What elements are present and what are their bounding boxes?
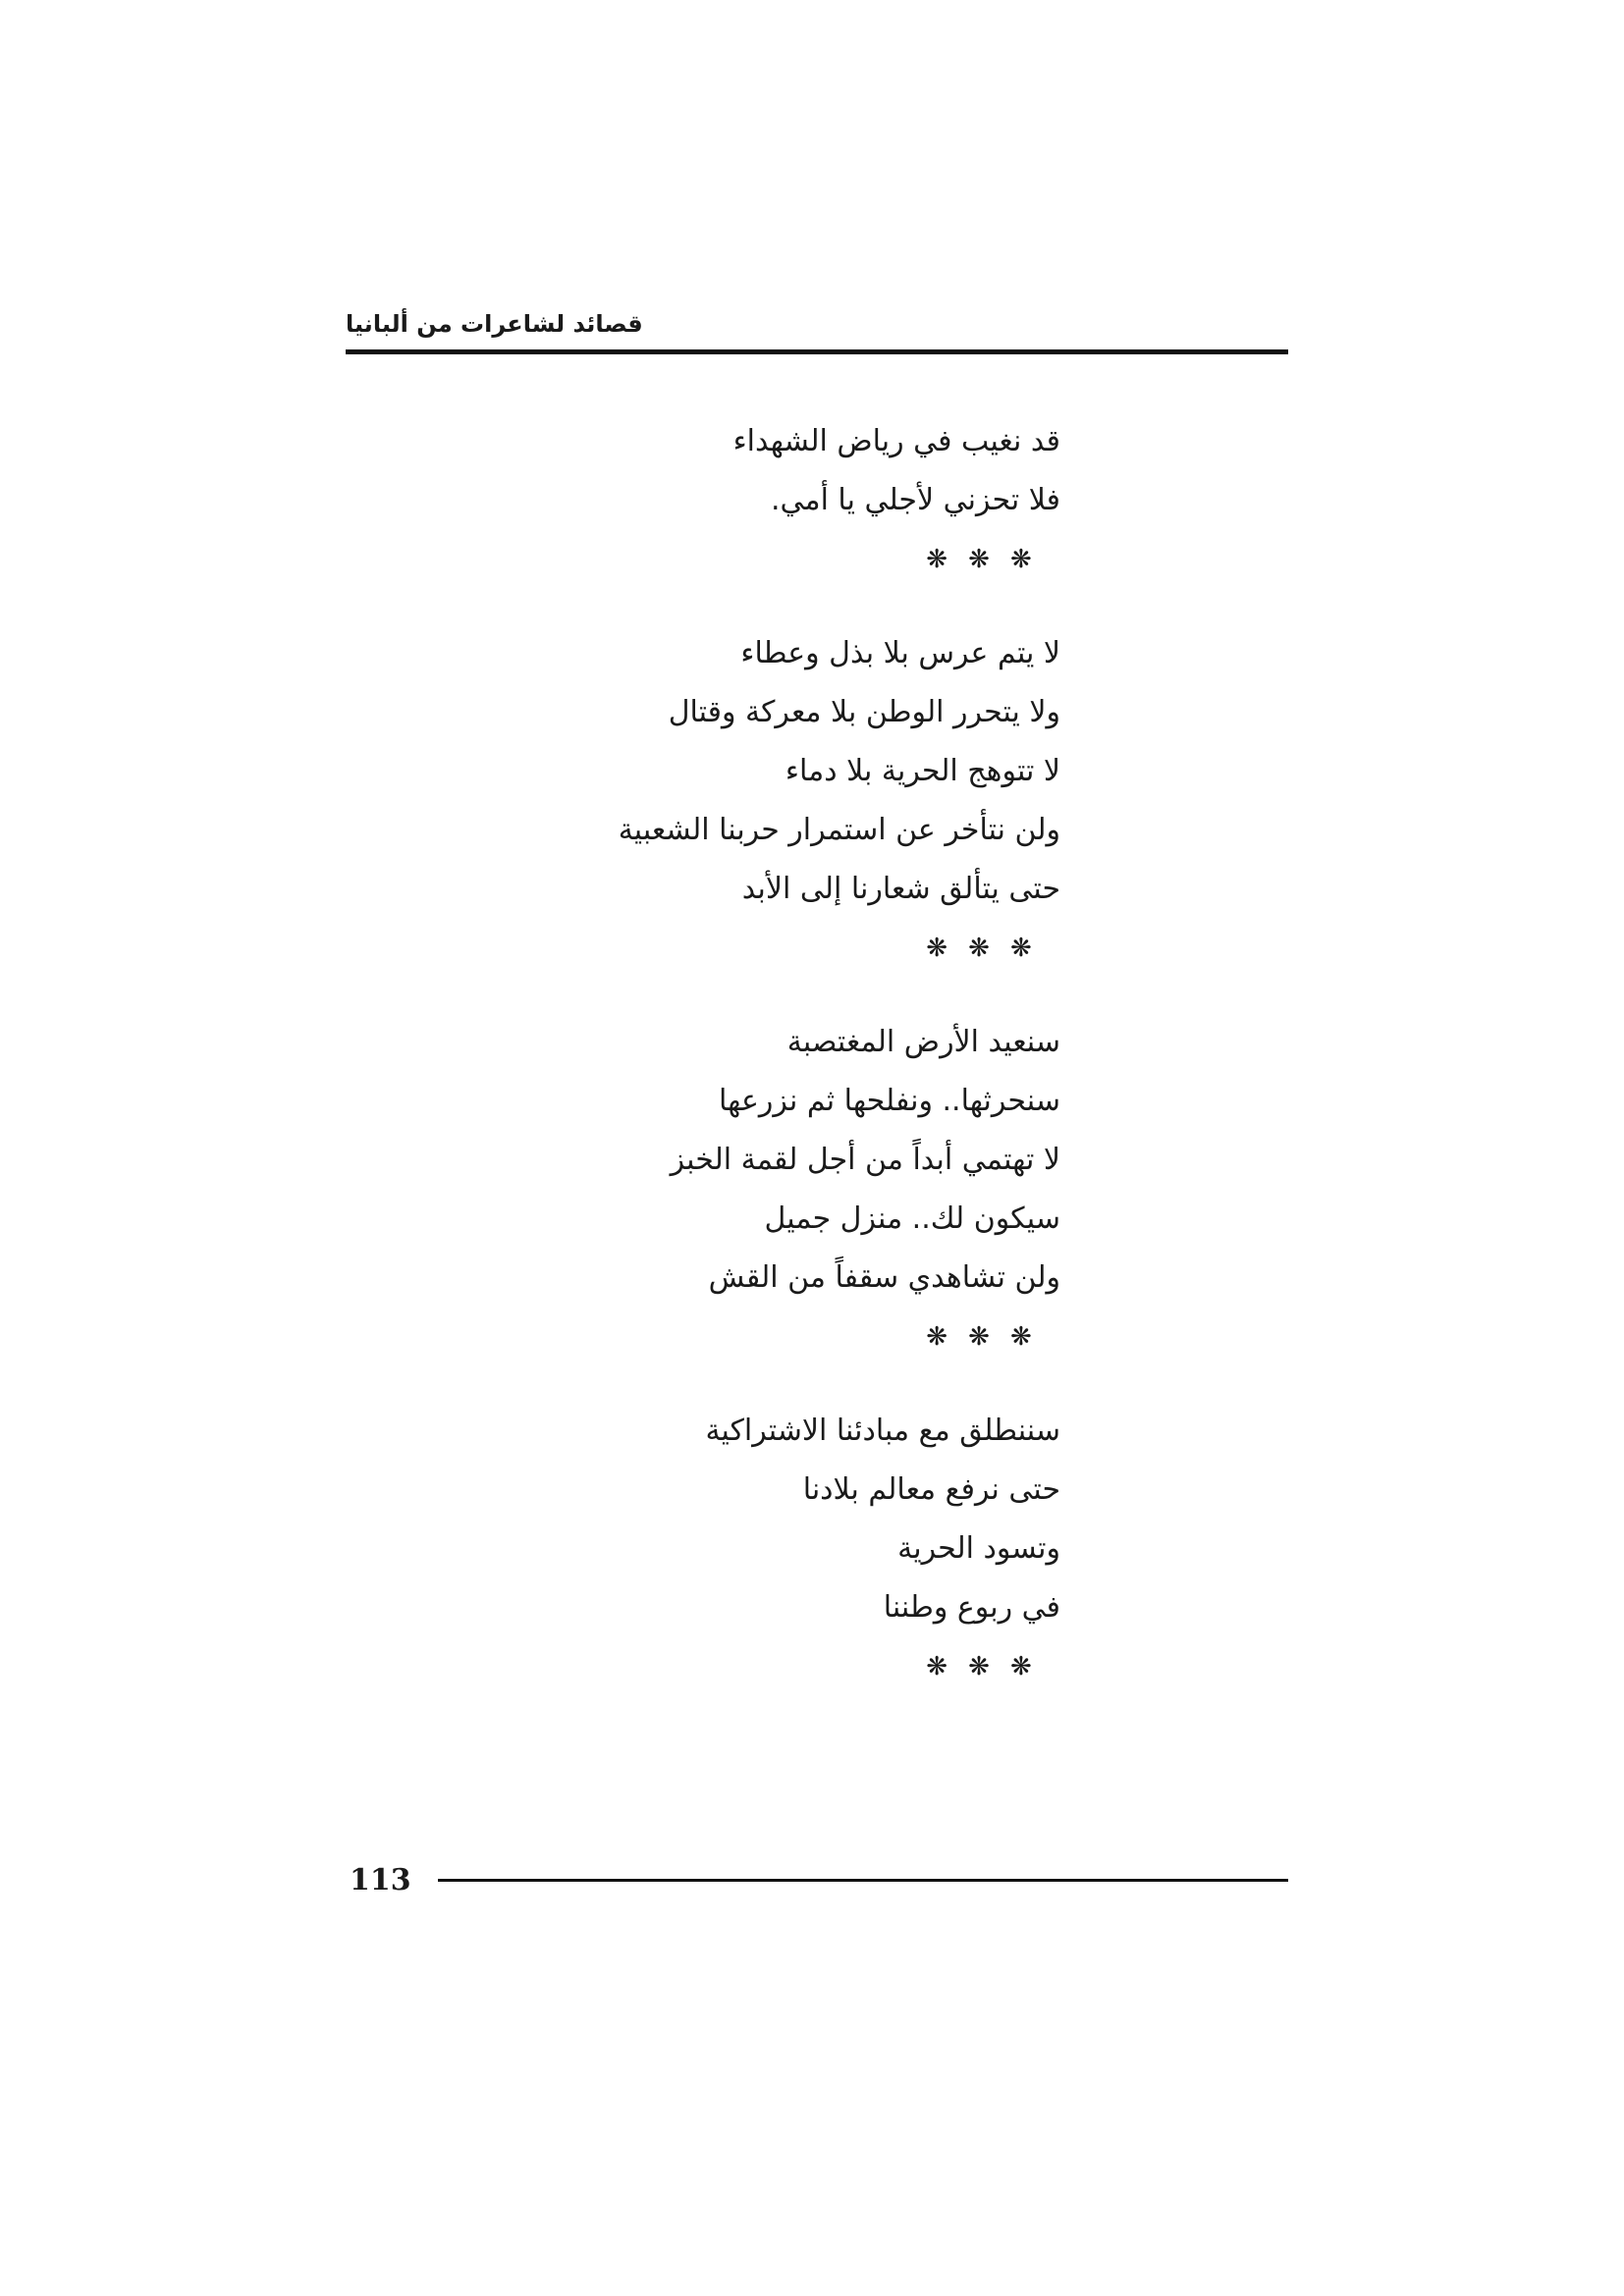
poem-line: حتى يتألق شعارنا إلى الأبد	[741, 872, 1060, 906]
poem-line: ولا يتحرر الوطن بلا معركة وقتال	[668, 695, 1060, 729]
stanza-1	[550, 412, 1060, 530]
stanza-gap	[550, 589, 1060, 624]
poem-line: ولن نتأخر عن استمرار حربنا الشعبية	[618, 813, 1060, 847]
page-number: 113	[350, 1863, 411, 1897]
poem-line: في ربوع وطننا	[883, 1590, 1060, 1625]
stanza-separator: ❋ ❋ ❋	[926, 1322, 1038, 1352]
running-header	[346, 306, 1288, 351]
stanza-gap	[550, 978, 1060, 1013]
poem-line: ولن تشاهدي سقفاً من القش	[708, 1260, 1060, 1295]
stanza-separator: ❋ ❋ ❋	[926, 934, 1038, 963]
poem-line: لا يتم عرس بلا بذل وعطاء	[740, 636, 1060, 670]
poem-line: لا تهتمي أبداً من أجل لقمة الخبز	[670, 1143, 1060, 1177]
stanza-separator: ❋ ❋ ❋	[926, 1652, 1038, 1682]
stanza-gap	[550, 1366, 1060, 1402]
stanza-4	[550, 1402, 1060, 1637]
poem-line: لا تتوهج الحرية بلا دماء	[785, 754, 1060, 788]
header-rule	[346, 349, 1288, 354]
poem-line: سننطلق مع مبادئنا الاشتراكية	[705, 1414, 1060, 1448]
poem-line: حتى نرفع معالم بلادنا	[802, 1472, 1060, 1507]
poem-line: قد نغيب في رياض الشهداء	[732, 424, 1060, 458]
poem-line: سنعيد الأرض المغتصبة	[786, 1025, 1060, 1059]
stanza-separator: ❋ ❋ ❋	[926, 545, 1038, 574]
stanza-2	[550, 624, 1060, 919]
running-title: قصائد لشاعرات من ألبانيا	[346, 310, 643, 338]
poem-line: وتسود الحرية	[897, 1531, 1060, 1566]
poem-line: فلا تحزني لأجلي يا أمي.	[770, 483, 1060, 517]
poem-line: سيكون لك.. منزل جميل	[764, 1201, 1060, 1236]
footer-rule	[438, 1879, 1288, 1882]
poem	[550, 412, 1060, 1696]
poem-line: سنحرثها.. ونفلحها ثم نزرعها	[719, 1084, 1060, 1118]
stanza-3	[550, 1013, 1060, 1308]
